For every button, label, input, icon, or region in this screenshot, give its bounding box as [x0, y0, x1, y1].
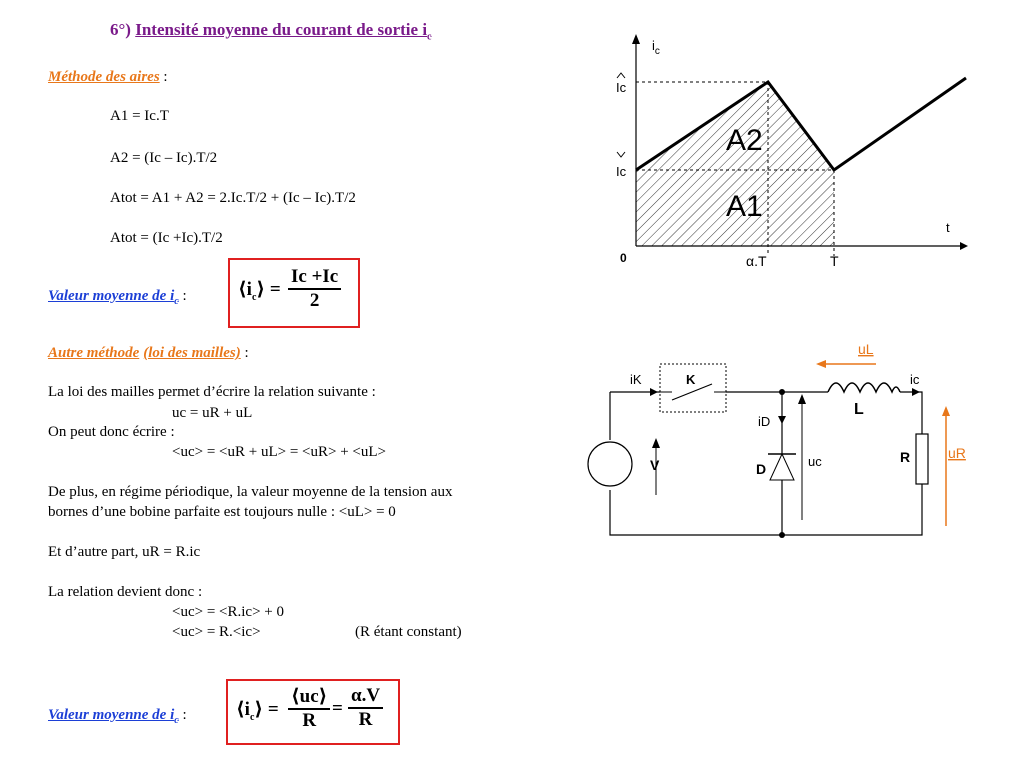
page-title — [110, 20, 432, 42]
alpha-t-label: α.T — [746, 253, 767, 269]
title-sub: c — [427, 31, 432, 43]
mean-value-2-colon: : — [178, 707, 187, 723]
l-label: L — [854, 401, 864, 418]
formula-2-fraction-2 — [348, 685, 383, 731]
body-line-10-note: (R étant constant) — [355, 624, 462, 640]
formula-1-eq: ⟩ = — [256, 279, 281, 300]
t-axis-label: t — [946, 220, 950, 235]
formula-1-lhs-sub: c — [251, 291, 257, 303]
body-line-3: On peut donc écrire : — [48, 424, 175, 440]
formula-1-denominator: 2 — [309, 290, 320, 311]
method-areas-colon: : — [159, 69, 168, 85]
ur-label: uR — [948, 445, 966, 461]
formula-1-fraction — [288, 266, 341, 312]
mean-value-1-sub: c — [174, 296, 179, 307]
uc-label: uc — [808, 454, 822, 469]
ic-circuit-label: ic — [910, 372, 920, 387]
formula-1-numerator: Ic +Ic — [288, 266, 341, 290]
mean-value-1-main: Valeur moyenne de i — [48, 288, 175, 304]
area-atot-line-2: Atot = (Ic +Ic).T/2 — [110, 230, 223, 246]
node-top — [779, 389, 785, 395]
other-method-label: Autre méthode — [48, 345, 140, 361]
method-areas-heading — [48, 68, 168, 86]
formula-2-fraction-1 — [288, 685, 330, 732]
formula-2 — [236, 698, 279, 723]
ic-min-label: Ic — [616, 164, 627, 179]
mean-value-1-colon: : — [178, 288, 187, 304]
title-number: 6°) — [110, 20, 131, 39]
v-label: V — [650, 457, 660, 473]
node-bottom — [779, 532, 785, 538]
formula-box-1 — [228, 258, 360, 328]
period-t-label: T — [830, 253, 839, 269]
ul-arrow-head — [816, 360, 826, 368]
circuit-diagram — [580, 340, 1000, 550]
formula-2-denominator-1: R — [302, 710, 317, 731]
formula-2-equals: = — [332, 698, 343, 719]
method-areas-label: Méthode des aires — [48, 69, 160, 85]
y-axis-arrow — [632, 34, 640, 44]
formula-2-numerator-1: ⟨uc⟩ — [288, 685, 330, 710]
formula-2-lhs-sub: c — [249, 711, 255, 723]
voltage-source — [588, 442, 632, 486]
inductor-coil — [828, 383, 900, 392]
resistor — [916, 434, 928, 484]
mean-value-1-label — [48, 287, 187, 307]
area-atot-line-1: Atot = A1 + A2 = 2.Ic.T/2 + (Ic – Ic).T/2 — [110, 190, 356, 206]
mean-value-2-text — [48, 707, 179, 726]
ic-max-hat — [617, 73, 625, 78]
d-label: D — [756, 461, 767, 477]
body-line-9: <uc> = <R.ic> + 0 — [172, 604, 284, 620]
ic-min-check — [617, 152, 625, 157]
ic-arrow — [912, 388, 920, 396]
body-line-10: <uc> = R.<ic> — [172, 624, 261, 640]
body-line-1: La loi des mailles permet d’écrire la relation suivante : — [48, 384, 376, 400]
r-label: R — [900, 449, 911, 465]
uc-arrow-head — [798, 394, 806, 404]
mean-value-2-main: Valeur moyenne de i — [48, 707, 175, 723]
id-arrow — [778, 416, 786, 424]
ic-max-label: Ic — [616, 80, 627, 95]
body-line-4: <uc> = <uR + uL> = <uR> + <uL> — [172, 444, 387, 460]
area-a1-label: A1 — [726, 190, 763, 223]
other-method-heading — [48, 344, 249, 362]
x-axis-arrow — [960, 242, 968, 250]
mean-value-1-text — [48, 288, 179, 307]
formula-1-lhs: ⟨i — [238, 279, 252, 300]
title-text — [135, 20, 432, 43]
area-a2-label: A2 — [726, 124, 763, 157]
body-line-2: uc = uR + uL — [172, 405, 253, 421]
origin-label: 0 — [620, 251, 627, 265]
body-line-5: De plus, en régime périodique, la valeur moyenne de la tension aux — [48, 484, 453, 500]
body-line-8: La relation devient donc : — [48, 584, 203, 600]
formula-box-2 — [226, 679, 400, 745]
formula-2-denominator-2: R — [358, 709, 373, 730]
mean-value-2-sub: c — [174, 715, 179, 726]
current-graph — [600, 30, 980, 280]
ul-label: uL — [858, 341, 874, 357]
switch-k-label: K — [686, 372, 696, 387]
formula-1 — [238, 278, 281, 303]
mean-value-2-label — [48, 706, 187, 726]
area-a2-line: A2 = (Ic – Ic).T/2 — [110, 150, 218, 166]
area-a1-line: A1 = Ic.T — [110, 108, 169, 124]
v-arrow-head — [652, 438, 660, 448]
id-label: iD — [758, 414, 771, 429]
title-text-main: Intensité moyenne du courant de sortie i — [135, 20, 428, 39]
formula-2-numerator-2: α.V — [348, 685, 383, 709]
body-line-6: bornes d’une bobine parfaite est toujours nulle : <uL> = 0 — [48, 504, 396, 520]
ur-arrow-head — [942, 406, 950, 416]
formula-2-lhs: ⟨i — [236, 699, 250, 720]
diode-symbol — [770, 454, 794, 480]
ik-label: iK — [630, 372, 642, 387]
ik-arrow — [650, 388, 658, 396]
y-axis-label: $i_c$ — [652, 38, 660, 57]
body-line-7: Et d’autre part, uR = R.ic — [48, 544, 201, 560]
formula-2-eq: ⟩ = — [254, 699, 279, 720]
other-method-paren: (loi des mailles) — [143, 345, 241, 361]
other-method-colon: : — [240, 345, 249, 361]
